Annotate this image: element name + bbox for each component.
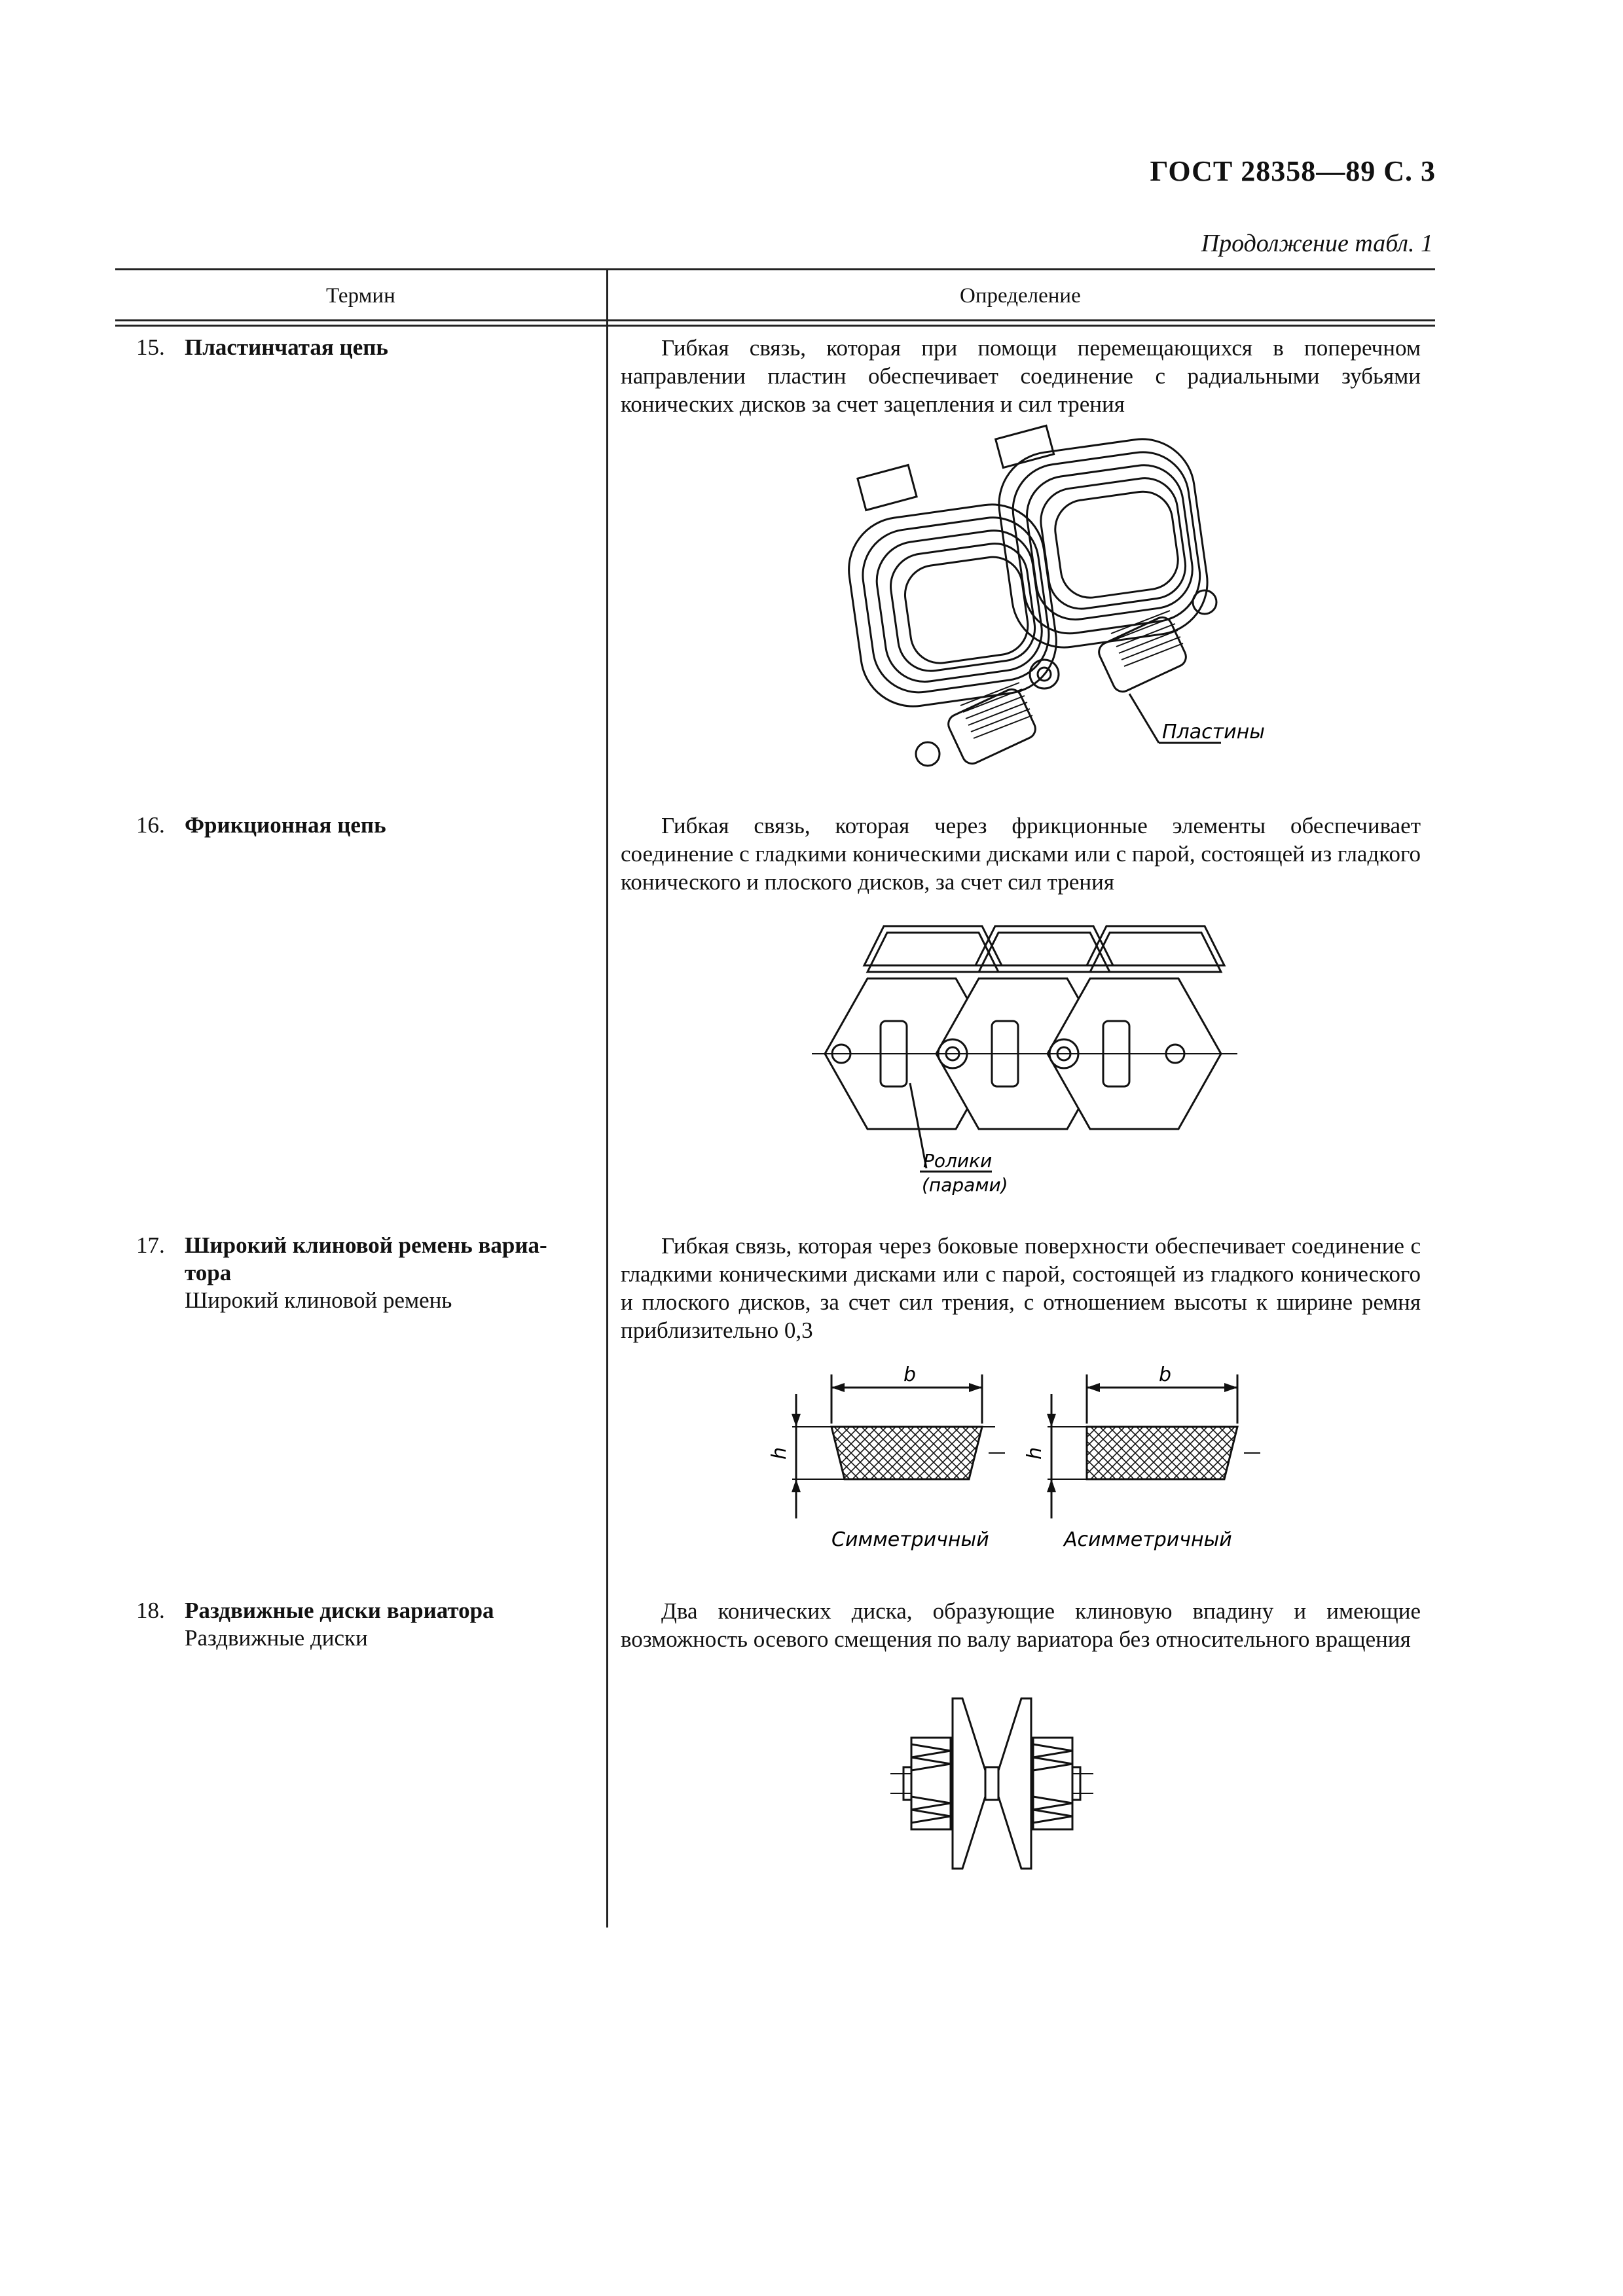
term-number: 15.: [136, 334, 165, 360]
term-synonym: Широкий клиновой ремень: [185, 1287, 452, 1313]
column-header-term: Термин: [326, 284, 395, 308]
term-name-line2: тора: [185, 1260, 232, 1285]
definition-15: Гибкая связь, которая при помощи перемещающихся в поперечном направлении пластин обеспечивает соединение с радиальными зубьями конических дисков за счет зацепления и сил трения: [621, 335, 1421, 417]
term-name-line1: Широкий клиновой ремень вариа-: [185, 1232, 547, 1258]
term-number: 18.: [136, 1598, 165, 1623]
term-name: Пластинчатая цепь: [185, 334, 388, 360]
definition-18: Два конических диска, образующие клиновую впадину и имеющие возможность осевого смещения по валу вариатора без относительного вращения: [621, 1598, 1421, 1652]
dim-h-symmetric: h: [768, 1446, 791, 1460]
definition-17: Гибкая связь, которая через боковые поверхности обеспечивает соединение с гладкими коническими дисками или с парой, состоящей из гладкого конического и плоского дисков, за счет сил трения, с отношением высоты к ширине ремня приблизительно 0,3: [621, 1233, 1421, 1343]
dim-h-asymmetric: h: [1023, 1446, 1046, 1460]
term-15: [136, 334, 594, 361]
term-16: [136, 812, 594, 839]
term-number: 16.: [136, 812, 165, 838]
figure-label-plates: Пластины: [1162, 721, 1265, 744]
term-name: Фрикционная цепь: [185, 812, 386, 838]
table-column-divider: [606, 268, 608, 1928]
term-number: 17.: [136, 1232, 165, 1258]
caption-asymmetric: Асимметричный: [1064, 1528, 1232, 1551]
table-continuation-note: Продолжение табл. 1: [1201, 230, 1433, 257]
figure-label-rollers: Ролики: [923, 1150, 993, 1172]
term-synonym: Раздвижные диски: [185, 1625, 368, 1651]
sliding-discs-figure: [884, 1692, 1100, 1875]
dim-b-asymmetric: b: [1159, 1363, 1172, 1386]
dim-b-symmetric: b: [903, 1363, 917, 1386]
table-header-rule-1: [115, 319, 1435, 321]
term-17: [136, 1232, 594, 1314]
figure-label-pairs: (парами): [922, 1174, 1008, 1196]
column-header-definition: Определение: [960, 284, 1081, 308]
wide-v-belt-figure: [759, 1361, 1283, 1558]
term-18: [136, 1597, 594, 1652]
plate-chain-figure: [815, 419, 1273, 785]
page-header: ГОСТ 28358—89 С. 3: [1150, 155, 1436, 187]
definition-16: Гибкая связь, которая через фрикционные элементы обеспечивает соединение с гладкими коническими дисками или с парой, состоящей из гладкого конического и плоского дисков, за счет сил трения: [621, 813, 1421, 895]
table-header-rule-2: [115, 325, 1435, 327]
friction-chain-figure: [805, 913, 1264, 1208]
caption-symmetric: Симметричный: [831, 1528, 989, 1551]
term-name: Раздвижные диски вариатора: [185, 1598, 494, 1623]
table-top-rule: [115, 268, 1435, 270]
